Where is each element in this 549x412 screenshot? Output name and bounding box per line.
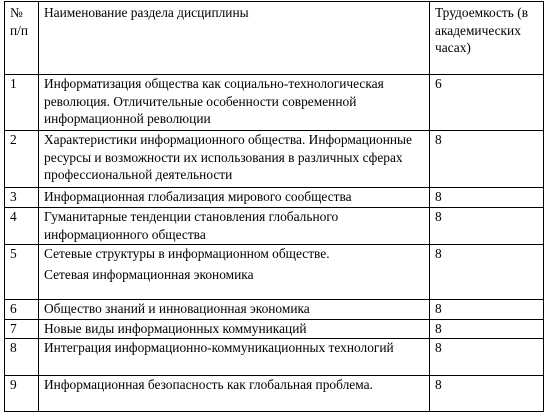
header-row — [5, 2, 544, 75]
row-hours: 8 — [430, 339, 544, 376]
table-row — [5, 208, 544, 245]
table-row — [5, 376, 544, 412]
row-section-name: Информационная глобализация мирового сообщества — [39, 188, 430, 208]
row-number: 8 — [5, 339, 39, 376]
row-hours: 6 — [430, 75, 544, 131]
row-section-name: Новые виды информационных коммуникаций — [39, 320, 430, 339]
row-section-name: Информационная безопасность как глобальная проблема. — [39, 376, 430, 412]
row-number: 7 — [5, 320, 39, 339]
row-section-name: Характеристики информационного общества. Информационные ресурсы и возможности их использования в различных сферах профессиональной деятельности — [39, 131, 430, 188]
row-hours: 8 — [430, 208, 544, 245]
row-section-name: Гуманитарные тенденции становления глобального информационного общества — [39, 208, 430, 245]
row-hours: 8 — [430, 245, 544, 300]
row-number: 9 — [5, 376, 39, 412]
table-row — [5, 320, 544, 339]
row-number: 3 — [5, 188, 39, 208]
row-section-name-line2: Сетевая информационная экономика — [44, 266, 254, 282]
row-number: 6 — [5, 300, 39, 320]
table-row — [5, 245, 544, 300]
table-row — [5, 188, 544, 208]
table-row — [5, 75, 544, 131]
row-number: 1 — [5, 75, 39, 131]
header-hours: Трудоемкость (в академических часах) — [430, 2, 544, 75]
row-section-name: Информатизация общества как социально-технологическая революция. Отличительные особенности современной информационной революции — [39, 75, 430, 131]
row-hours: 8 — [430, 300, 544, 320]
header-number: № п/п — [5, 2, 39, 75]
row-section-name — [39, 245, 430, 300]
row-section-name: Интеграция информационно-коммуникационных технологий — [39, 339, 430, 376]
header-section-name: Наименование раздела дисциплины — [39, 2, 430, 75]
table-row — [5, 300, 544, 320]
discipline-sections-table — [4, 1, 544, 412]
row-hours: 8 — [430, 131, 544, 188]
table-row — [5, 131, 544, 188]
table-row — [5, 339, 544, 376]
row-number: 4 — [5, 208, 39, 245]
row-hours: 8 — [430, 188, 544, 208]
row-number: 5 — [5, 245, 39, 300]
row-number: 2 — [5, 131, 39, 188]
row-section-name-line1: Сетевые структуры в информационном обществе. — [44, 246, 330, 261]
row-hours: 8 — [430, 376, 544, 412]
row-section-name: Общество знаний и инновационная экономика — [39, 300, 430, 320]
row-hours: 8 — [430, 320, 544, 339]
